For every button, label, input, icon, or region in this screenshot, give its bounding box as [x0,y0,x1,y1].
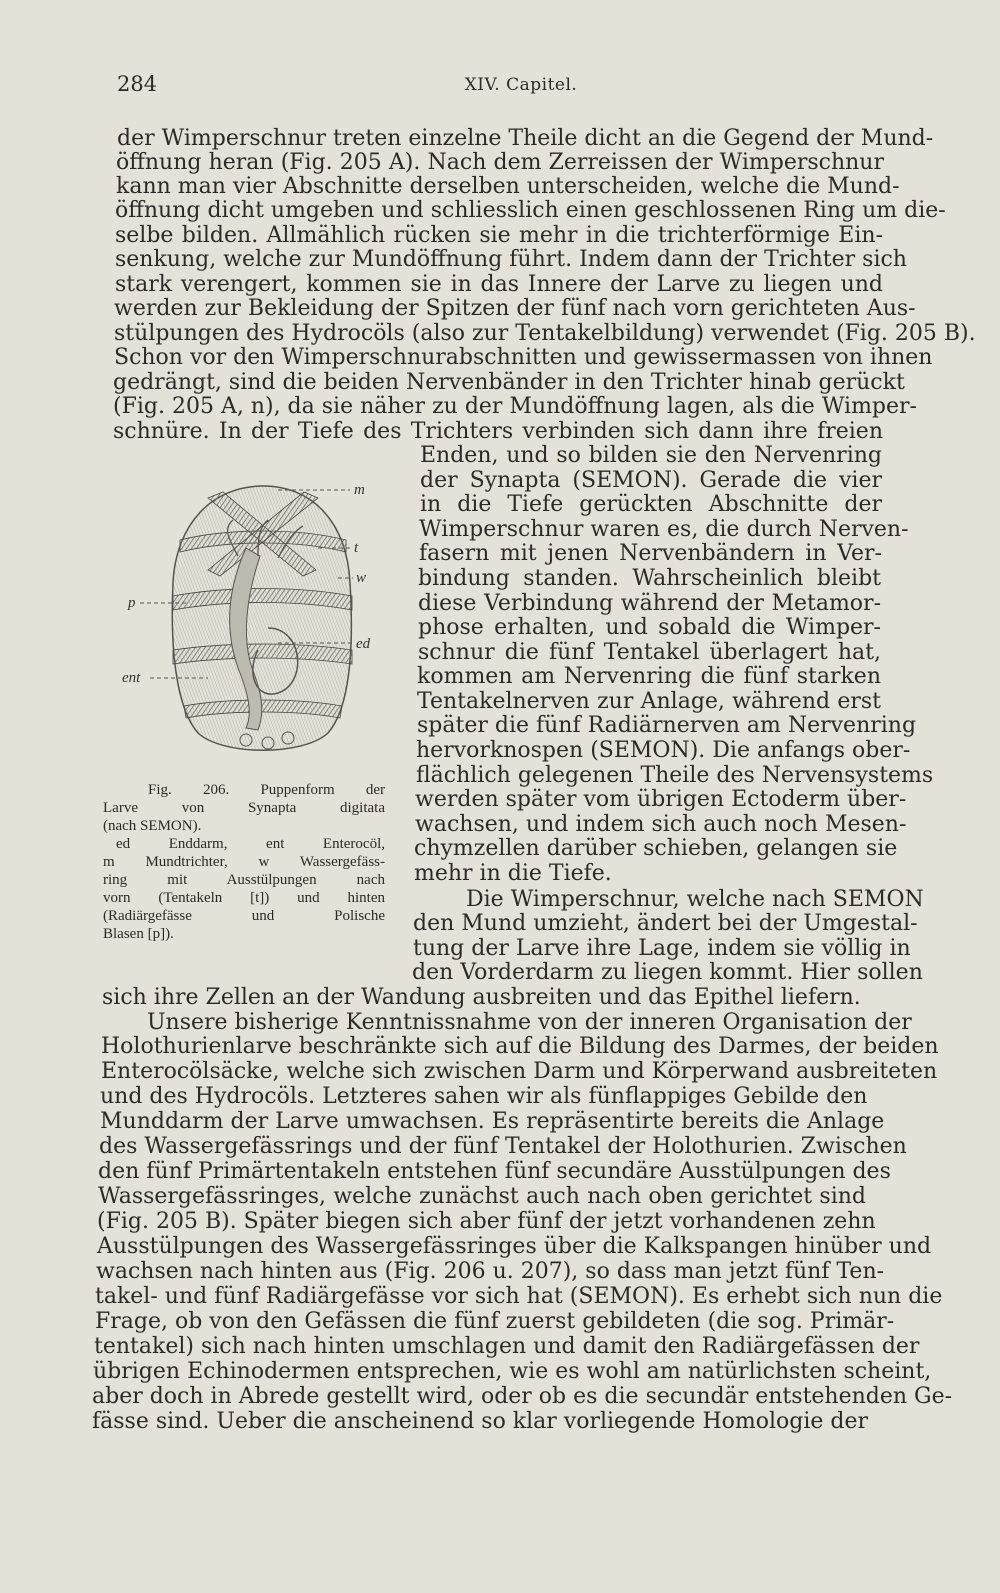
label-ed: ed [356,636,371,652]
text-line: phose erhalten, und sobald die Wimper- [418,615,881,640]
text-line: stülpungen des Hydrocöls (also zur Tentakelbildung) verwendet (Fig. 205 B). [114,321,976,346]
text-line: der Wimperschnur treten einzelne Theile dicht an die Gegend der Mund- [117,126,934,151]
text-line: der Synapta (SEMON). Gerade die vier [420,468,882,493]
text-line: werden später vom übrigen Ectoderm über- [415,787,907,812]
text-line: Die Wimperschnur, welche nach SEMON [466,887,924,912]
caption-line: Fig. 206. Puppenform der [148,782,385,798]
text-line: Tentakelnerven zur Anlage, während erst [417,689,881,714]
label-t: t [354,540,359,556]
text-line: Frage, ob von den Gefässen die fünf zuerst gebildeten (die sog. Primär- [95,1309,895,1334]
caption-line: ring mit Ausstülpungen nach [103,872,385,888]
text-line: Unsere bisherige Kenntnissnahme von der inneren Organisation der [147,1010,912,1035]
text-line: (Fig. 205 B). Später biegen sich aber fünf der jetzt vorhandenen zehn [97,1209,876,1234]
text-line: (Fig. 205 A, n), da sie näher zu der Mundöffnung lagen, als die Wimper- [113,394,917,419]
text-line: werden zur Bekleidung der Spitzen der fünf nach vorn gerichteten Aus- [114,296,916,321]
caption-line: ed Enddarm, ent Enterocöl, [116,836,385,852]
text-line: aber doch in Abrede gestellt wird, oder ob es die secundär entstehenden Ge- [92,1384,953,1409]
text-line: kann man vier Abschnitte derselben unterscheiden, welche die Mund- [116,174,900,199]
label-w: w [356,570,367,586]
text-line: fässe sind. Ueber die anscheinend so klar vorliegende Homologie der [92,1409,869,1434]
label-m: m [354,482,365,498]
running-head: XIV. Capitel. [464,75,578,95]
text-line: Schon vor den Wimperschnurabschnitten und gewissermassen von ihnen [114,345,933,370]
text-line: des Wassergefässrings und der fünf Tentakel der Holothurien. Zwischen [99,1134,907,1159]
text-line: schnur die fünf Tentakel überlagert hat, [418,640,881,665]
label-ent: ent [122,670,141,686]
text-line: Holothurienlarve beschränkte sich auf die Bildung des Darmes, der beiden [101,1034,939,1059]
synapta-larva-illustration [122,478,390,763]
text-line: hervorknospen (SEMON). Die anfangs ober- [416,738,911,763]
text-line: Enden, und so bilden sie den Nervenring [420,443,882,468]
page-number: 284 [117,72,158,96]
text-line: diese Verbindung während der Metamor- [418,591,881,616]
text-line: fasern mit jenen Nervenbändern in Ver- [419,541,882,566]
caption-line: Blasen [p]). [103,926,174,942]
text-line: wachsen, und indem sich auch noch Mesen- [415,812,907,837]
figure-206 [122,478,390,763]
text-line: senkung, welche zur Mundöffnung führt. Indem dann der Trichter sich [115,247,907,272]
text-line: übrigen Echinodermen entsprechen, wie es wohl am natürlichsten scheint, [93,1359,932,1384]
text-line: schnüre. In der Tiefe des Trichters verbinden sich dann ihre freien [113,419,883,444]
text-line: Munddarm der Larve umwachsen. Es repräsentirte bereits die Anlage [100,1109,885,1134]
text-line: Enterocölsäcke, welche sich zwischen Darm und Körperwand ausbreiteten [101,1059,938,1084]
text-line: selbe bilden. Allmählich rücken sie mehr in die trichterförmige Ein- [115,223,883,248]
text-line: tung der Larve ihre Lage, indem sie völlig in [413,936,911,961]
text-line: kommen am Nervenring die fünf starken [417,664,881,689]
caption-line: m Mundtrichter, w Wassergefäss- [103,854,385,870]
text-line: stark verengert, kommen sie in das Innere der Larve zu liegen und [115,272,883,297]
caption-line: vorn (Tentakeln [t]) und hinten [103,890,385,906]
text-line: den Vorderdarm zu liegen kommt. Hier sollen [412,960,923,985]
caption-line: (Radiärgefässe und Polische [103,908,385,924]
text-line: wachsen nach hinten aus (Fig. 206 u. 207), so dass man jetzt fünf Ten- [96,1259,885,1284]
text-line: gedrängt, sind die beiden Nervenbänder in den Trichter hinab gerückt [113,370,905,395]
caption-line: (nach SEMON). [103,818,202,834]
text-line: flächlich gelegenen Theile des Nervensystems [416,763,934,788]
text-line: tentakel) sich nach hinten umschlagen und damit den Radiärgefässen der [94,1334,920,1359]
caption-line: Larve von Synapta digitata [103,800,385,816]
text-line: in die Tiefe gerückten Abschnitte der [420,492,882,517]
text-line: später die fünf Radiärnerven am Nervenring [417,713,917,738]
text-line: den Mund umzieht, ändert bei der Umgestal- [413,911,918,936]
text-line: mehr in die Tiefe. [414,861,612,886]
text-line: sich ihre Zellen an der Wandung ausbreiten und das Epithel liefern. [102,985,861,1010]
text-line: öffnung heran (Fig. 205 A). Nach dem Zerreissen der Wimperschnur [116,150,884,175]
page-header [117,72,885,102]
text-line: Wassergefässringes, welche zunächst auch nach oben gerichtet sind [98,1184,866,1209]
text-line: chymzellen darüber schieben, gelangen sie [414,836,898,861]
label-p: p [128,595,136,611]
text-line: und des Hydrocöls. Letzteres sahen wir als fünflappiges Gebilde den [100,1084,868,1109]
text-line: Ausstülpungen des Wassergefässringes über die Kalkspangen hinüber und [97,1234,932,1259]
text-line: Wimperschnur waren es, die durch Nerven- [419,517,909,542]
text-line: öffnung dicht umgeben und schliesslich einen geschlossenen Ring um die- [115,198,946,223]
text-line: takel- und fünf Radiärgefässe vor sich hat (SEMON). Es erhebt sich nun die [95,1284,943,1309]
text-line: den fünf Primärtentakeln entstehen fünf secundäre Ausstülpungen des [98,1159,891,1184]
text-line: bindung standen. Wahrscheinlich bleibt [418,566,881,591]
